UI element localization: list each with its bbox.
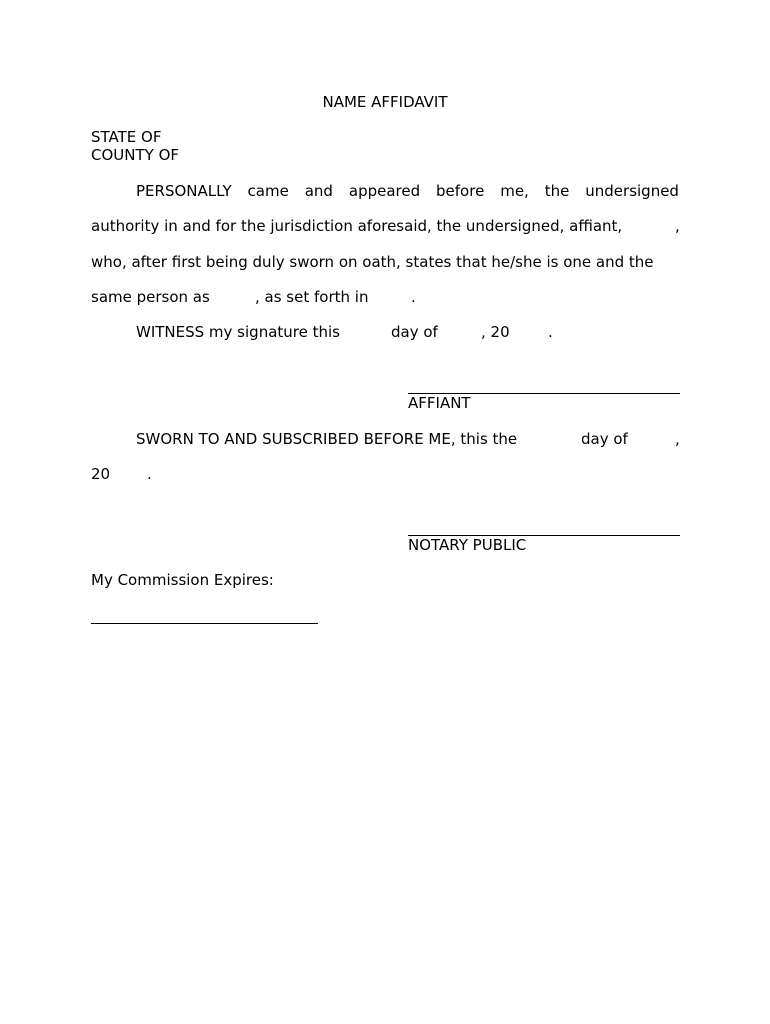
witness-text: WITNESS my signature this <box>136 323 340 341</box>
sworn-day-of: day of <box>581 430 628 448</box>
sworn-text: SWORN TO AND SUBSCRIBED BEFORE ME, this the <box>136 430 518 448</box>
para1-word: appeared <box>348 182 421 200</box>
sworn-year: 20 <box>91 465 111 483</box>
county-label: COUNTY OF <box>91 146 180 164</box>
para1-word: the <box>544 182 570 200</box>
para1-word: before <box>436 182 485 200</box>
witness-period: . <box>548 323 553 341</box>
state-label: STATE OF <box>91 128 162 146</box>
notary-label: NOTARY PUBLIC <box>408 536 527 554</box>
witness-day-of: day of <box>391 323 438 341</box>
sworn-comma: , <box>675 430 680 448</box>
para1-line4-a: same person as <box>91 288 210 306</box>
commission-date-line <box>91 623 318 624</box>
para1-word: PERSONALLY <box>136 182 232 200</box>
para1-word: undersigned <box>585 182 679 200</box>
para1-word: came <box>247 182 289 200</box>
para1-line2: authority in and for the jurisdiction aforesaid, the undersigned, affiant, <box>91 217 623 235</box>
para1-line2-comma: , <box>675 217 680 235</box>
para1-line3: who, after first being duly sworn on oath, states that he/she is one and the <box>91 253 654 271</box>
para1-line4-c: . <box>411 288 416 306</box>
para1-line4-b: , as set forth in <box>255 288 369 306</box>
para1-word: and <box>304 182 333 200</box>
document-title: NAME AFFIDAVIT <box>322 93 448 111</box>
para1-word: me, <box>500 182 529 200</box>
commission-label: My Commission Expires: <box>91 571 274 589</box>
affiant-label: AFFIANT <box>408 394 471 412</box>
witness-year: , 20 <box>481 323 510 341</box>
sworn-period: . <box>147 465 152 483</box>
para1-line1 <box>136 182 679 200</box>
